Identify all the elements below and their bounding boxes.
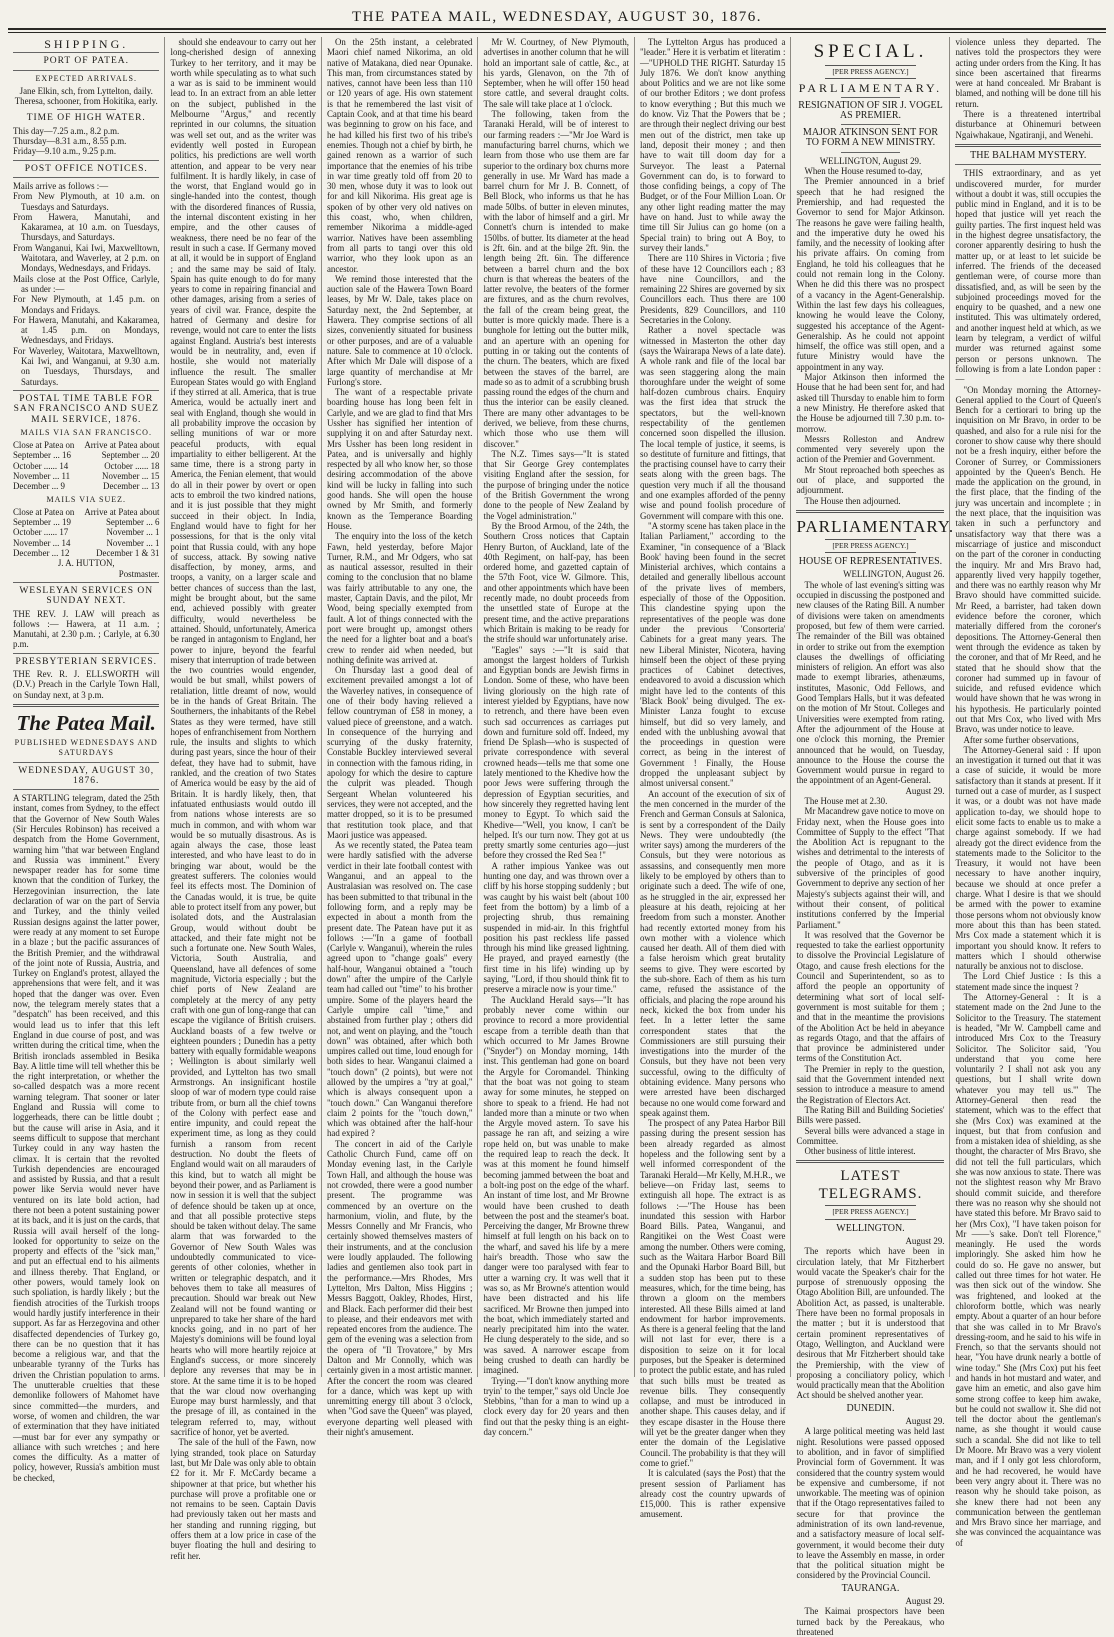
lead-article: A STARTLING telegram, dated the 25th instant, comes from Sydney, to the effect that the Governor of New South Wales (Sir Hercules Robinson) has received a despatch from the Home Government, warning him "that war between England and Russia was imminent." Every newspaper reader has for some time known that the condition of Turkey, the Herzegovinian insurrection, the late declaration of war on the part of Servia and Turkey, and the thinly veiled Russian designs against the latter power, were ready at any moment to set Europe in a blaze ; but the pacific assurances of the British Premier, and the withdrawal of the joint note of Russia, Austria, and Turkey on England's protest, allayed the apprehensions that were felt, and it was hoped that the danger was over. Even now, the telegram merely states that a "despatch" has been received, and this would lead us to infer that this left England in due course of post, and was written during the critical time, when the British ironclads assembled in Besika Bay. A little time will tell whether this be the right interpretation, or whether the so-called despatch was a more recent warning telegram. That sooner or later England and Russia will come to loggerheads, there can be little doubt ; but the cause will arise in Asia, and it seems difficult to suppose that merchant Turkey could in any way hasten the climax. It is certain that the revolted Turkish dependencies are encouraged and assisted by Russia, and that a result power like Servia would never have ventured on its late bold action, had there not been a potent sustaining power at its back, and it is just on the cards, that Russia will avail herself of the long-looked for opportunity to seize on the property and effects of the "sick man," and put an effectual end to his ailments and illness thereby. That England, or other powers, would tamely look on such spoliation, is hardly likely ; but the fiendish atrocities of the Turkish troops would hardly justify interference in their support. As far as Herzegovina and other disaffected dependencies of Turkey go, there can be no question that it has become a religious war, and that the unbearable tyranny of the Turks has driven the Christian population to arms. The unutterable cruelties that these demonlike followers of Mahomet have since committed—the murders, and worse, of women and children, the war of extermination that they have initiated—must bar for ever any sympathy or alliance with such wretches ; and here comes the difficulty. As a matter of policy, however, Russia's ambition must be checked, bbox=[13, 793, 160, 1483]
table-cell: December 1 & 31 bbox=[96, 548, 160, 559]
table-row bbox=[13, 538, 159, 548]
article-paragraph: The Lyttelton Argus has produced a "leader." Here it is verbatim et literatim :—"UPHOLD THE RIGHT. Saturday 15 July 1876. We don't know anything about Politics and we are not like some of our brother Editors ; we dont profess to know everything ; But this much we do know. Viz That the Powers that be ; are through their neglect driving our best men out of the district, men take up land, deposit their money ; and then have to wait till doom day for a Surveyor. The least a Paternal Government can do, is to forward to those confiding beings, a copy of The Budget, or of the Four Million Loan. Or any other light reading matter the may have on hand. Just to while away the time till Sir Julius can go home (on a Special train) to bring out A Boy, to survey their lands." bbox=[639, 37, 786, 253]
mail-line: Mails arrive as follows :— bbox=[13, 180, 109, 191]
article-paragraph: "Eagles" says :—"It is said that amongst the largest holders of Turkish and Egyptian bonds are Jewish firms in London. Some of these, who have been living gloriously on the high rate of interest yielded by Egyptians, have now to retrench, and there have been even such sad occurrences as carriages put down and furniture sold off. Indeed, my friend De Splash—who is suspected of private correspondence with several crowned heads—tells me that some one lately mentioned to the Khedive how the poor Jews were suffering through the depression of Egyptian securities, and how sincerely they regretted having lent money to Egypt. To which said the Khedive—"Well, you know, I can't be helped. It's our turn now. They got at us pretty smartly some centuries ago—just before they crossed the Red Sea !" bbox=[483, 644, 629, 861]
article-paragraph: As we recently stated, the Patea team were hardly satisfied with the adverse verdict in their late football contest with Wanganui, and an appeal to the Australasian was resolved on. The case has been submitted to that tribunal in the following form, and a reply may be expected in about a month from the present date. The Patean have put it as follows :—"In a game of football (Carlyle v. Wanganui), wherein the rules agreed upon to "change goals" every half-hour, Wanganui obtained a "touch down" after the umpire of the Carlyle team had called out "time" to his brother umpire. Some of the players heard the Carlyle umpire call "time," and abstained from further play ; others did not, and went on playing, and the "touch down" was obtained, after which both umpires called out time, loud enough for both sides to hear. Wanganui claimed a "touch down" (2 points), but were not allowed by the umpires a "try at goal," which is always consequent upon a "touch down." Can Wanganui therefore claim 2 points for the "touch down," which was obtained after the half-hour had expired ? bbox=[326, 840, 473, 1139]
article-paragraph: "A stormy scene has taken place in the Italian Parliament," according to the Examiner, "in consequence of a 'Black Book' having been found in the secret Ministerial archives, which contains a detailed and generally libellous account of the private lives of members, especially of those of the Opposition. This clandestine spying upon the representatives of the people was done under the previous 'Consorteria' Cabinets for a great many years. The new Liberal Minister, Nicotera, having himself been the object of these prying practices of Cabinet detectives, endeavored to avoid a discussion which might have led to the contents of this 'Black Book' being divulged. The ex-Minister Lanza fought to excuse himself, but did so very lamely, and ended with the unblushing avowal that the proceedings in question were correct, as being in the interest of Government ! Finally, the House dropped the unpleasant subject by almost universal consent." bbox=[639, 520, 786, 789]
atkinson-title: MAJOR ATKINSON SENT FOR TO FORM A NEW MINISTRY. bbox=[802, 127, 939, 149]
divider bbox=[13, 789, 159, 790]
article-paragraph: After some further observations, bbox=[963, 734, 1079, 745]
close-header: Close at Patea on bbox=[13, 506, 75, 517]
article-paragraph: It is calculated (says the Post) that the present session of Parliament has already cost the country upwards of £15,000. This is rather expensive amusement. bbox=[639, 1468, 786, 1520]
press-agency-tag: [PER PRESS AGENCY.] bbox=[825, 65, 917, 79]
dateline: WELLINGTON, August 26. bbox=[843, 569, 945, 580]
article-paragraph: The N.Z. Times says—"It is stated that Sir George Grey contemplates visiting England after the session, for the purpose of bringing under the notice of the British Government the wrong done to the people of New Zealand by the Vogel administration." bbox=[483, 448, 629, 521]
suez-title: MAILS VIA SUEZ. bbox=[46, 494, 126, 504]
article-paragraph: Messrs Rolleston and Andrew commented very severely upon the action of the Premier and Government. bbox=[796, 433, 945, 465]
dateline: WELLINGTON, August 29. bbox=[819, 155, 922, 166]
article-paragraph: When the House resumed to-day, bbox=[804, 166, 923, 177]
article-paragraph: should she endeavour to carry out her long-cherished design of annexing Turkey to her territory, and it may be worth while speculating as to what such a war as is said to be imminent would lead to. In an extract from an able letter on the subject, published in the Melbourne "Argus," and recently reprinted in our columns, the situation was well set out, and as the writer was evidently well posted in European politics, his predictions are well worth attention, and appear to be very near fulfilment. It is hardly likely, in case of the worst, that England would go in single-handed into the contest, though with the disordered finances of Russia, the internal discontent existing in her empire, and the other causes of weakness, there need be no fear of the result in such a case. If Germany moved at all, it would be in support of England ; and the same may be said of Italy. Spain has quite enough to do for many years to come in repairing financial and other damages, arising from a series of years of civil war. France, despite the hatred of Germany and desire for revenge, would not care to enter the lists against England. Austria's best interests would be in neutrality, and, even if hostile, she would not materially influence the result. The smaller European States would go with England if they stirred at all. America, that is true America, would be actually inert and seal with England, though she would in all probability improve the occasion by selling munitions of war or more peaceful products, with equal impartiality to either belligerent. At the same time, there is a strong party in America, the Fenian element, that would do all in their power by overt or open acts to embroil the two kindred nations, and it is just possible that they might succeed in their object. In India, England would have to fight for her possessions, for that is the only vital point that Russia could, with any hope of success, attack. By sowing native disaffection, by money, arms, and troops, a vanity, on a larger scale and better chances of success than the last, might be brought about, but the same end, achieved possibly with greater difficulty, would nevertheless be attained. Should, unfortunately, America be ranged in antagonism to England, her power to injure, beyond the fearful misery that interruption of trade between the two countries would engender, would be but small, whilst powers of retaliation, little dreamt of now, would be in the hands of Great Britain. The Southerners, the inhabitants of the Rebel States as they were termed, have still hopes of enfranchisement from Northern rule, the insults and slights to which during past years, since the hour of their defeat, they have had to submit, have rankled, and the creation of two States of America would be easy by the aid of Britain. It is hardly likely, then, that infatuated enthusiasts would outdo ill from nations whose interests are so much in common, and with whom war would be so mutually disastrous. As is again always the case, those least interested, and who have least to do in bringing war about, would be the greatest sufferers. The colonies would feel its effects most. The Dominion of the Canadas would, it is true, be quite able to protect itself from any power, but isolated dots, and the Australasian Group, would without doubt be attacked, and their fate might not be such a fortunate one. New South Wales, Victoria, South Australia, and Queensland, have all defences of some magnitude, Victoria especially ; but the chief ports of New Zealand are completely at the mercy of any petty craft with one gun of long-range that can escape the vigilance of British cruisers. Auckland boasts of a few twelve or eighteen pounders ; Dunedin has a petty battery with equally formidable weapons ; Wellington is about similarly well provided, and Lyttelton has two small Armstrongs. An insignificant hostile sloop of war of modern type could raise tribute from, or burn all the chief towns of the Colony with perfect ease and entire impunity, and could repeat the experiment time, as long as they could furnish a ransom from recent destruction. No doubt the fleets of England would wait on all marauders of this kind, but to watch all might be beyond their power, and as Parliament is now in session it is well that the subject of defence should be taken up at once, and that all possible protective steps should be taken without delay. The same alarm that was forwarded to the Governor of New South Wales was undoubtedly communicated to vice-gerents of other colonies, whether in written or telegraphic despatch, and it behoves them to take all measures of precaution. Should war break out New Zealand will not be found wanting or unprepared to take her share of the hard knocks going, and in no part of her Majesty's dominions will be found loyal hearts who will more heartily rejoice at England's success, or more sincerely deplore any reverses that may be in store. At the same time it is to be hoped that the war cloud now overhanging Europe may burst harmlessly, and that the presage of ill, as contained in the telegram referred to, may, without sacrifice of honor, yet be averted. bbox=[170, 37, 316, 1438]
mail-line: For Waverley, Waitotara, Maxwelltown, Kai Iwi, and Wanganui, at 9.30 a.m. on Tuesdays, Thursdays, and Saturdays. bbox=[13, 345, 160, 387]
arrive-header: Arrive at Patea about bbox=[84, 506, 160, 517]
tauranga-title: TAURANGA. bbox=[841, 1582, 900, 1594]
divider bbox=[57, 109, 116, 110]
table-cell: September ... 16 bbox=[13, 450, 71, 461]
masthead: THE PATEA MAIL, WEDNESDAY, AUGUST 30, 1876. bbox=[351, 9, 763, 25]
article-paragraph: Several bills were advanced a stage in Committee. bbox=[796, 1125, 945, 1146]
table-cell: October ...... 17 bbox=[13, 527, 69, 538]
balham-title: THE BALHAM MYSTERY. bbox=[970, 149, 1087, 161]
presbyterian-title: PRESBYTERIAN SERVICES. bbox=[15, 656, 158, 667]
table-row bbox=[13, 527, 159, 537]
divider bbox=[841, 97, 900, 98]
article-paragraph: The House then adjourned. bbox=[804, 495, 901, 506]
article-paragraph: Mr Stout reproached both speeches as out of place, and supported the adjournment. bbox=[796, 464, 945, 496]
article-paragraph: "On Monday morning the Attorney-General applied to the Court of Queen's Bench for a certiorari to bring up the inquisition on Mr Bravo, in order to be quashed, and also for a rule nisi for the coroner to show cause why there should not be a fresh inquiry, either before the Coroner of Surrey, or Commissioners appointed by the Queen's Bench. He made the application on the ground, in the first place, that the finding of the jury was uncertain and incomplete ; in the next place, that the inquisition was taken in such a perfunctory and unsatisfactory way that there was a miscarriage of justice and misconduct on the part of the coroner in conducting the inquiry. Mr and Mrs Bravo had, apparently lived very happily together, and there was no earthly reason why Mr Bravo should have committed suicide. Mr Reed, a barrister, had taken down evidence before the coroner, which materially differed from the coroner's depositions. The Attorney-General then went through the evidence as taken by the coroner, and that of Mr Reed, and he stated that he should show that the coroner had summed up in favour of suicide, and refused evidence which would have shown that he was wrong in his hypothesis. He particularly pointed out that Mrs Cox, who lived with Mrs Bravo, was under notice to leave. bbox=[955, 384, 1101, 735]
parliamentary-subheading: PARLIAMENTARY. bbox=[798, 81, 943, 96]
article-paragraph: The Premier in reply to the question, said that the Government intended next session to introduce a measure to amend the Registration of Electors Act. bbox=[796, 1063, 945, 1105]
divider bbox=[796, 1160, 944, 1163]
divider bbox=[13, 704, 159, 707]
resignation-title: RESIGNATION OF SIR J. VOGEL AS PREMIER. bbox=[798, 99, 943, 121]
table-cell: November ... 1 bbox=[106, 537, 160, 548]
postmaster-name: J. A. HUTTON, bbox=[57, 558, 115, 569]
expected-arrival: Theresa, schooner, from Hokitika, early. bbox=[14, 96, 158, 107]
column-1 bbox=[8, 37, 164, 1483]
article-paragraph: The enquiry into the loss of the ketch Fawn, held yesterday, before Major Turner, R.M., and Mr Odgers, who sat as nautical assessor, resulted in their coming to the conclusion that no blame was fairly attributable to any one, the master, Captain Davis, and the pilot, Mr Wood, being specially exempted from fault. A lot of things connected with the port were brought up, amongst others the need for a lighter boat and a boat's crew to render aid when needed, but nothing definite was arrived at. bbox=[326, 531, 473, 665]
column-2 bbox=[164, 37, 321, 1561]
divider bbox=[13, 52, 159, 53]
divider bbox=[13, 653, 159, 654]
table-row bbox=[13, 481, 159, 491]
presbyterian-text: THE Rev. R. J. ELLSWORTH will (D.V.) Preach in the Carlyle Town Hall, on Sunday next, at 3 p.m. bbox=[13, 669, 160, 700]
paper-title: The Patea Mail. bbox=[16, 710, 156, 735]
special-heading: SPECIAL. bbox=[813, 41, 928, 62]
table-cell: November ... 11 bbox=[13, 470, 71, 481]
article-paragraph: Other business of little interest. bbox=[804, 1146, 916, 1157]
divider bbox=[13, 390, 159, 391]
article-paragraph: The Attorney-General : It is a statement made on the 2nd June to the Solicitor to the Treasury. The statement is headed, "Mr W. Campbell came and introduced Mrs Cox to the Treasury Solicitor. The Solicitor said, 'You understand that you come here voluntarily ? I shall not ask you any questions, but I shall write down whatever you may tell us.'" The Attorney-General then read the statement, which was to the effect that she (Mrs Cox) was examined at the inquest, but that from confusion and from a mistaken idea of shielding, as she thought, the character of Mrs Bravo, she did not tell the full particulars, which she was now anxious to state. There was not the slightest reason why Mr Bravo should commit suicide, and therefore there was no reason why she should not have stated this before. Mr Bravo said to her (Mrs Cox), "I have taken poison for Mr ——'s sake. Don't tell Florence," meaningly. He used the words imploringly. She asked him how he could do so. He gave no answer, but called out three times for hot water. He was then sick out of the window. She was frightened, and looked at the chloroform bottle, which was nearly empty. About a quarter of an hour before that she was called in to Mr Bravo's dressing-room, and he said to his wife in French, so that the servants should not hear, "You have drunk nearly a bottle of wine today." She (Mrs Cox) put his feet and hands in hot mustard and water, and gave him an emetic, and also gave him some strong coffee to keep him awake, but he could not swallow it. She did not tell the doctor about the gentleman's name, as she thought it would cause such a scandal. She did not like to tell Dr Moore. Mr Bravo was a very violent man, and if I only got less chloroform, and he had recovered, he would have been very angry about it. There was no reason why he should take poison, as she knew there had not been any communication between the gentleman and Mrs Bravo since her marriage, and she was convinced the acquaintance was of bbox=[955, 992, 1101, 1548]
article-paragraph: Major Atkinson then informed the House that he had been sent for, and had asked till Thursday to enable him to form a new Ministry. He therefore asked that the House be adjourned till 7.30 p.m. to-morrow. bbox=[796, 372, 945, 434]
wellington-title: WELLINGTON. bbox=[836, 1222, 905, 1234]
dateline: August 29. bbox=[905, 1416, 945, 1427]
table-row bbox=[13, 548, 159, 558]
article-paragraph: On the 25th instant, a celebrated Maori chief named Nikorima, an old native of Matakana, died near Opunake. This man, from circumstances stated by natives, cannot have been less than 110 or 120 years of age. His own statement is that he remembered the last visit of Captain Cook, and at that time his beard was beginning to grow on his face, and he had killed his first two of his tribe's enemies. Though not a chief by birth, he gained renown as a warrior of such importance that the enemies of his tribe in war time greatly told off from 20 to 30 men, whose duty it was to look out for and kill Nikorima. His great age is spoken of by other very old natives on this coast, who, when children, remember Nikorima a middle-aged warrior. Natives have been assembling from all parts to tangi over this old warrior, who they look upon as an ancestor. bbox=[326, 37, 473, 274]
article-paragraph: Mr Macandrew gave notice to move on Friday next, when the House goes into Committee of Supply to the effect "That the Abolition Act is repugnant to the wishes and detrimental to the interests of the people of Otago, and as it is subversive of the principles of good Government to deprive any section of her Majesty's subjects against their will, and without their consent, of political institutions conferred by the Imperial Parliament." bbox=[796, 806, 945, 930]
article-paragraph: A rather impious Yankee was out hunting one day, and was thrown over a cliff by his horse stopping suddenly ; but was caught by his waist belt (about 100 feet from the bottom) by a limb of a projecting shrub, thus remaining suspended in mid-air. In this frightful position his past reckless life passed through his mind like greased lightning. He prayed, and prayed earnestly (the first time in his life) winding up by saying, "Lord, if thou should think fit to preserve a miracle now is your time." bbox=[483, 860, 629, 995]
tide-line: Thursday—8.31 a.m., 8.55 p.m. bbox=[13, 136, 127, 147]
tide-line: Friday—9.10 a.m., 9.25 p.m. bbox=[13, 146, 117, 157]
table-cell: December ... 12 bbox=[13, 548, 70, 559]
parliamentary-heading: PARLIAMENTARY. bbox=[796, 516, 955, 536]
table-cell: September ... 6 bbox=[106, 517, 160, 528]
article-paragraph: The concert in aid of the Carlyle Catholic Church Fund, came off on Monday evening last, in the Carlyle Town Hall, and although the house was not crowded, there were a good number present. The programme was commenced by an overture on the harmonium, violin, and flute, by the Messrs Connelly and Mr Francis, who certainly showed themselves masters of their instruments, and at the conclusion were loudly applauded. The following ladies and gentlemen also took part in the performance.—Mrs Rhodes, Mrs Lyttelton, Mrs Dalton, Miss Higgins ; Messrs Baggott, Oakley, Rhodes, Hirst, and Black. Each performer did their best to please, and their endeavors met with repeated encores from the audience. The gem of the evening was a selection from the opera of "Il Trovatore," by Mrs Dalton and Mr Connolly, which was certainly given in a most artistic manner. After the concert the room was cleared for a dance, which was kept up with unremitting energy till about 3 o'clock, when "God save the Queen" was played, everyone departing well pleased with their night's amusement. bbox=[326, 1138, 473, 1438]
shipping-title: SHIPPING. bbox=[44, 37, 129, 51]
divider bbox=[796, 510, 944, 513]
column-5 bbox=[634, 37, 791, 1520]
article-paragraph: The Rating Bill and Building Societies' Bills were passed. bbox=[796, 1104, 945, 1126]
article-paragraph: The want of a respectable private boarding house has long been felt in Carlyle, and we are glad to find that Mrs Ussher has signified her intention of supplying it on and after Saturday next. Mrs Ussher has been long resident in Patea, and is universally and highly respected by all who know her, so those desiring accommodation of the above kind will be lucky in falling into such good hands. She will open the house owned by Mr Smith, and formerly known as the Temperance Boarding House. bbox=[326, 387, 473, 531]
article-paragraph: The House met at 2.30. bbox=[804, 796, 888, 806]
masthead-rule bbox=[8, 28, 1106, 33]
mail-line: For New Plymouth, at 1.45 p.m. on Mondays and Fridays. bbox=[13, 294, 160, 315]
article-paragraph: The sale of the hull of the Fawn, now lying stranded, took place on Saturday last, but Mr Dale was only able to obtain £2 for it. Mr F. McCardy became a shipowner at that price, but whether his purchase will prove a profitable one or not remains to be seen. Captain Davis had previously taken out her masts and her standing and running rigging, but offers them at a low price in case of the buyer floating the hull and desiring to refit her. bbox=[170, 1437, 316, 1561]
dateline: WEDNESDAY, AUGUST 30, 1876. bbox=[18, 765, 155, 786]
table-header bbox=[13, 507, 159, 517]
wesleyan-title: WESLEYAN SERVICES ON SUNDAY NEXT. bbox=[19, 585, 154, 607]
table-cell: September ... 19 bbox=[13, 517, 71, 528]
article-paragraph: It was resolved that the Governor be requested to take the earliest opportunity to dissolve the Provincial Legislature of Otago, and cause fresh elections for the Council and Superintendent, so as to afford the people an opportunity of determining what sort of local self-government is most suitable for them ; and that in the meantime the provisions of the Abolition Act be held in abeyance as regards Otago, and that the affairs of that province be administered under terms of the Constitution Act. bbox=[796, 929, 945, 1064]
divider bbox=[13, 160, 159, 161]
article-paragraph: The Auckland Herald says—"It has probably never come within our province to record a more providential escape from a terrible death than that which occurred to Mr James Browne ("Snyder") on Monday morning, 14th inst. This gentleman had gone on board the Argyle for Coromandel. Thinking that the boat was not going to steam away for some minutes, he stepped on shore to speak to a friend. He had not landed more than a minute or two when the Argyle moved astern. To save his passage he ran aft, and seizing a wire rope held on, but was unable to make the required leap to reach the deck. It was at this moment he found himself becoming jammed between the boat and a bolt-ing post on the edge of the wharf. An instant of time lost, and Mr Browne would have been crushed to death between the post and the steamer's boat. Perceiving the danger, Mr Browne threw himself at full length on his back on to the wharf, and saved his life by a mere hair's breadth. Those who saw the danger were too paralysed with fear to utter a warning cry. It was well that it was so, as Mr Browne's attention would have been distracted and his life sacrificed. Mr Browne then jumped into the boat, which immediately started and nearly precipitated him into the water. He clung desperately to the side, and so was saved. A narrower escape from being crushed to death can hardly be imagined. bbox=[483, 994, 629, 1376]
article-paragraph: On Thursday last a good deal of excitement prevailed amongst a lot of the Waverley natives, in consequence of one of their body having relieved a fellow countryman of £58 in money, a valued piece of greenstone, and a watch. In consequence of the hurrying and scurrying of the dusky fraternity, Constable Buckley interviewed several in connection with the famous riding, in apology for which the desire to capture the culprit was pleaded. Though Sergeant Whelan volunteered his services, they were not accepted, and the matter dropped, so it is to be presumed that restitution took place, and that Maori justice was appeased. bbox=[326, 665, 473, 840]
table-cell: December ... 9 bbox=[13, 481, 65, 492]
article-paragraph: The Kaimai prospectors have been turned back by the Pereakaus, who threatened bbox=[796, 1606, 945, 1637]
table-row bbox=[13, 461, 159, 471]
mail-line: Mails close at the Post Office, Carlyle, as under :— bbox=[13, 273, 160, 294]
dateline: August 29. bbox=[905, 785, 945, 796]
sf-title: MAILS VIA SAN FRANCISCO. bbox=[20, 427, 152, 437]
expected-arrival: Jane Elkin, sch, from Lyttelton, daily. bbox=[19, 85, 153, 96]
table-header bbox=[13, 440, 159, 450]
tide-line: This day—7.25 a.m., 8.2 p.m. bbox=[13, 125, 120, 136]
table-cell: December ... 13 bbox=[103, 481, 160, 492]
article-paragraph: There is a threatened intertribal disturbance at Ohinemuri between Ngaiwhakaue, Ngatiranji, and Wenehi. bbox=[955, 109, 1101, 140]
house-title: HOUSE OF REPRESENTATIVES. bbox=[798, 556, 943, 568]
mail-line: From New Plymouth, at 10 a.m. on Tuesdays and Saturdays. bbox=[13, 191, 160, 212]
article-paragraph: The Attorney-General said : If upon an investigation it turned out that it was a case of suicide, it would be more satisfactory than it stands at present. If it turned out a case of murder, as I suspect it was, or a doubt was not have made application to-day, we should hope to elicit some facts to enable us to make a charge against somebody. If we had already got the direct evidence from the statements made to the Solicitor to the Treasury, it would not have been necessary to have another inquiry, because we should at once prefer a charge. What I desire is that we should be armed with the power to examine those persons whom not obviously know more about this than has been stated. Mrs Cox made a statement which it is important you should know. It refers to matters which I should otherwise naturally be anxious not to disclose. bbox=[955, 744, 1101, 972]
divider bbox=[955, 164, 1101, 165]
column-7 bbox=[949, 37, 1106, 1548]
postmaster-title: Postmaster. bbox=[118, 568, 160, 579]
post-office-title: POST OFFICE NOTICES. bbox=[24, 163, 148, 174]
column-4 bbox=[477, 37, 634, 1438]
article-paragraph: Trying.—"I don't know anything more tryin' to the temper," says old Uncle Joe Stebbins, "than for a man to wind up a clock every day for 20 years and then find out that the pesky thing is an eight-day concern." bbox=[483, 1375, 629, 1438]
dunedin-title: DUNEDIN. bbox=[846, 1402, 895, 1414]
article-paragraph: The reports which have been in circulation lately, that Mr Fitzherbert would vacate the Speaker's chair for the purpose of strenuously opposing the Otago Abolition Bill, are unfounded. The Abolition Act, as passed, is unalterable. There have been no formal proposals in the matter ; but it is understood that certain prominent representatives of Otago, Wellington, and Auckland were desirous that Mr Fitzherbert should take the Premiership, with the view of proposing a conciliatory policy, which would practically mean that the Abolition Act should be shelved another year. bbox=[796, 1246, 945, 1401]
column-3 bbox=[321, 37, 478, 1438]
columns bbox=[8, 37, 1106, 1637]
port-title: PORT OF PATEA. bbox=[43, 56, 129, 67]
column-6 bbox=[790, 37, 955, 1637]
divider bbox=[841, 124, 900, 125]
wesleyan-text: THE REV. J. LAW will preach as follows :— Hawera, at 11 a.m. ; Manutahi, at 2.30 p.m. ; Carlyle, at 6.30 p.m. bbox=[13, 608, 160, 650]
press-agency-tag: [PER PRESS AGENCY.] bbox=[825, 1205, 917, 1219]
table-cell: September ... 20 bbox=[101, 450, 160, 461]
article-paragraph: An account of the execution of six of the men concerned in the murder of the French and German Consuls at Salonica, is sent by a correspondent of the Daily News. They were undoubtedly (the writer says) among the murderers of the Consuls, but they were notorious as assassins, and consequently men more likely to be employed by others than to originate such a deed. The wife of one, as he struggled in the air, expressed her pleasure at his death, rejoicing at her freedom from such a monster. Another had recently extorted money from his own mother with a violence which caused her death. All of them died with a false heroism which great brutality seems to give. They were escorted by the sub-shore. Each of them as his turn came, refused the assistance of the officials, and placing the rope around his neck, kicked the box from under his feet. In a letter letter the same correspondent states that the Commissioners are still pursuing their investigations into the murder of the Consuls, but they have not been very successful, owing to the difficulty of obtaining evidence. Many persons who were arrested have been discharged because no one would come forward and speak against them. bbox=[639, 788, 786, 1118]
divider bbox=[13, 582, 159, 583]
mail-line: From Wanganui, Kai Iwi, Maxwelltown, Waitotara, and Waverley, at 2 p.m. on Mondays, Wednesdays, and Fridays. bbox=[13, 242, 160, 274]
press-agency-tag: [PER PRESS AGENCY.] bbox=[825, 539, 917, 553]
table-cell: October ...... 14 bbox=[13, 460, 69, 471]
divider bbox=[955, 144, 1101, 147]
table-cell: November ... 14 bbox=[13, 537, 71, 548]
arrive-header: Arrive at Patea about bbox=[84, 440, 160, 451]
article-paragraph: We remind those interested that the auction sale of the Hawera Town Board leases, by Mr W. Dale, takes place on Saturday next, the 2nd September, at Hawera. They comprise sections of all sizes, conveniently situated for business or other purposes, and are of a valuable nature. Sale to commence at 10 o'clock. After which Mr Dale will dispose of a large quantity of merchandise at Mr Furlong's store. bbox=[326, 273, 473, 387]
table-row bbox=[13, 471, 159, 481]
published-line: PUBLISHED WEDNESDAYS AND SATURDAYS bbox=[14, 737, 158, 758]
table-row bbox=[13, 517, 159, 527]
postal-table-title: POSTAL TIME TABLE FOR SAN FRANCISCO AND SUEZ MAIL SERVICE, 1876. bbox=[13, 393, 159, 425]
divider bbox=[13, 762, 159, 763]
expected-title: EXPECTED ARRIVALS. bbox=[35, 73, 137, 83]
table-cell: November ... 1 bbox=[106, 527, 160, 538]
article-paragraph: THIS extraordinary, and as yet undiscovered murder, for murder without a doubt it was, still occupies the public mind in England, and it is to be hoped that justice will yet reach the guilty parties. The first inquest held was in the highest degree unsatisfactory, the coroner apparently desiring to hush the matter up, or at least to let suicide be inferred. The friends of the deceased gentleman were, of course more than dissatisfied, and, as will be seen by the subjoined proceedings moved for the enquiry to be quashed, and a new one instituted. This was ultimately ordered, and another inquest held at which, as we learn by telegram, a verdict of wilful murder was returned against some person or persons unknown. The following is from a late London paper :— bbox=[955, 168, 1101, 385]
dateline: August 29. bbox=[905, 1235, 945, 1246]
article-paragraph: The Lord Chief Justice : Is this a statement made since the inquest ? bbox=[955, 971, 1101, 992]
latest-telegrams-heading: LATEST TELEGRAMS. bbox=[818, 1168, 923, 1203]
close-header: Close at Patea on bbox=[13, 440, 75, 451]
article-paragraph: A large political meeting was held last night. Resolutions were passed opposed to abolition, and in favor of simplified Provincial form of Government. It was considered that the country system would be expensive and cumbersome, if not unworkable. The meeting was of opinion that if the Otago representatives failed to secure for that province the administration of its own land-revenue, and a satisfactory measure of local self-government, it would become their duty to leave the Assembly en masse, in order that the political situation might be considered by the Provincial Council. bbox=[796, 1426, 945, 1581]
dateline: August 29. bbox=[905, 1596, 945, 1607]
mail-line: For Hawera, Manutahi, and Kakaramea, at 1.45 p.m. on Mondays, Wednesdays, and Fridays. bbox=[13, 314, 160, 346]
article-paragraph: Rather a novel spectacle was witnessed in Masterton the other day (says the Wairarapa News of a late date). A whole rank and file of the local bar was seen staggering along the main thoroughfare under the weight of some half-dozen cumbrous chairs. Enquiry was the first idea that struck the spectators, but the well-known respectability of the gentlemen concerned soon dispelled the illusion. The local temple of justice, it seems, is so destitute of furniture and fittings, that the practising counsel have to carry their seats along with the green bags. The question very much if all the thousand and one examples afforded of the penny wise and pound foolish procedure of Government will compare with this one. bbox=[639, 325, 786, 521]
table-row bbox=[13, 450, 159, 460]
article-paragraph: violence unless they departed. The natives told the prospectors they were acting under orders from the King. It has since been ascertained that firearms were at hand concealed. Mr Brabant is blamed, and nothing will be done till his return. bbox=[955, 37, 1101, 109]
article-paragraph: The following, taken from the Taranaki Herald, will be of interest to our farming readers :—"Mr Joe Ward is manufacturing barrel churns, which we learn from those who use them are far superior to the ordinary box churns more generally in use. Mr Ward has made a barrel churn for Mr J. B. Connett, of Bell Block, who informs us that he has made 50lbs. of butter in eleven minutes, with the labor of himself and a girl. Mr Connett's churn is intended to make 150lbs. of butter. Its diameter at the head is 2ft. 6in. and at the bilge 2ft. 9in. the length being 2ft. 6in. The difference between a barrel churn and the box churn is that whereas the beaters of the latter revolve, the beaters of the former are fixtures, and as the churn revolves, the fall of the cream being great, the butter is more quickly made. There is a bunghole for letting out the butter milk, and an aperture with an opening for putting in or taking out the contents of the churn. The beaters, which are fixed between the staves of the barrel, are made so as to admit of a scrubbing brush passing round the edges of the churn and thus the interior can be easily cleaned. There are many other advantages to be derived, we believe, from these churns, which those who use them will discover." bbox=[483, 109, 629, 449]
mail-line: From Hawera, Manutahi, and Kakaramea, at 10 a.m. on Tuesdays, Thursdays, and Saturdays. bbox=[13, 211, 160, 243]
table-cell: November ... 15 bbox=[102, 470, 160, 481]
article-paragraph: By the Brood Armou, of the 24th, the Southern Cross notices that Captain Henry Burton, of Auckland, late of the 40th Regiment, on half-pay, has been ordered home, and gazetted captain of the 57th Foot, vice W. Gilmore. This, and other appointments which have been recently made, no doubt proceeds from the unsettled state of Europe at the present time, and the active preparations which Britain is making to be ready for the strife should war unfortunately arise. bbox=[483, 520, 629, 645]
article-paragraph: Mr W. Courtney, of New Plymouth, advertises in another column that he will hold an important sale of cattle, &c., at his yards, Glenavon, on the 7th of September, when he will offer 150 head store cattle, and several draught colts. The sale will take place at 1 o'clock. bbox=[483, 37, 629, 109]
tide-title: TIME OF HIGH WATER. bbox=[26, 113, 146, 124]
divider bbox=[13, 70, 159, 71]
article-paragraph: The whole of last evening's sitting was occupied in discussing the postponed and new clauses of the Rating Bill. A number of divisions were taken on amendments proposed, but few of them were carried. The remainder of the Bill was obtained in order to strike out from the exemption clauses the dwellings of officiating ministers of religion. An effort was also made to exempt libraries, athenæums, institutes, Masonic, Odd Fellows, and Good Templars Halls, but it was defeated on the motion of Mr Stout. Colleges and Universities were exempted from rating. After the adjournment of the House at one o'clock this morning, the Premier announced that he would, on Tuesday, announce to the House the course the Government would pursue in regard to the appointment of an Agent-General. bbox=[796, 579, 945, 786]
article-paragraph: The Premier announced in a brief speech that he had resigned the Premiership, and had requested the Governor to send for Major Atkinson. The reasons he gave were failing health, and the imperative duty he owed his family, and the necessity of looking after his private affairs. On coming from England, he told his colleagues that he could not remain long in the Colony. When he did this there was no prospect of a vacancy in the Agent-Generalship. Within the last few days his colleagues, knowing he would leave the Colony, suggested his acceptance of the Agent-Generalship. As he could not appoint himself, the office was still open, and a future Ministry would have the appointment in any way. bbox=[796, 176, 945, 372]
divider bbox=[13, 177, 159, 178]
article-paragraph: The prospect of any Patea Harbor Bill passing during the present session has been already regarded as almost hopeless and the following sent by a well informed correspondent of the Taranaki Herald—Mr Kelly, M.H.R., we believe—on Friday last, seems to extinguish all hope. The extract is as follows :—"The House has been inundated this session with Harbor Board Bills. Patea, Wanganui, and Rangitikei on the West Coast were among the number. Others were coming, such as the Waitara Harbor Board Bill and the Opunaki Harbor Board Bill, but a sudden stop has been put to these measures, which, for the time being, has thrown a gloom on the members interested. All these Bills aimed at land endowment for harbor improvements. As there is a general feeling that the land will not last for ever, there is a disposition to seize on it for local purposes, but the Speaker is determined to protect the public estate, and has ruled that such bills must be treated as revenue bills. They consequently collapse, and must be introduced in another shape. This causes delay, and if they escape disaster in the House there will yet be the greater danger when they enter the domain of the Legislative Council. The probability is that they will come to grief." bbox=[639, 1118, 786, 1468]
article-paragraph: There are 110 Shires in Victoria ; five of these have 12 Councillors each ; 83 have nine Councillors, and the remaining 22 Shires are governed by six Councillors each. Thus there are 100 Presidents, 829 Councillors, and 110 Secretaries in the Colony. bbox=[639, 253, 786, 326]
table-cell: October ...... 18 bbox=[104, 460, 160, 471]
divider bbox=[841, 152, 900, 153]
